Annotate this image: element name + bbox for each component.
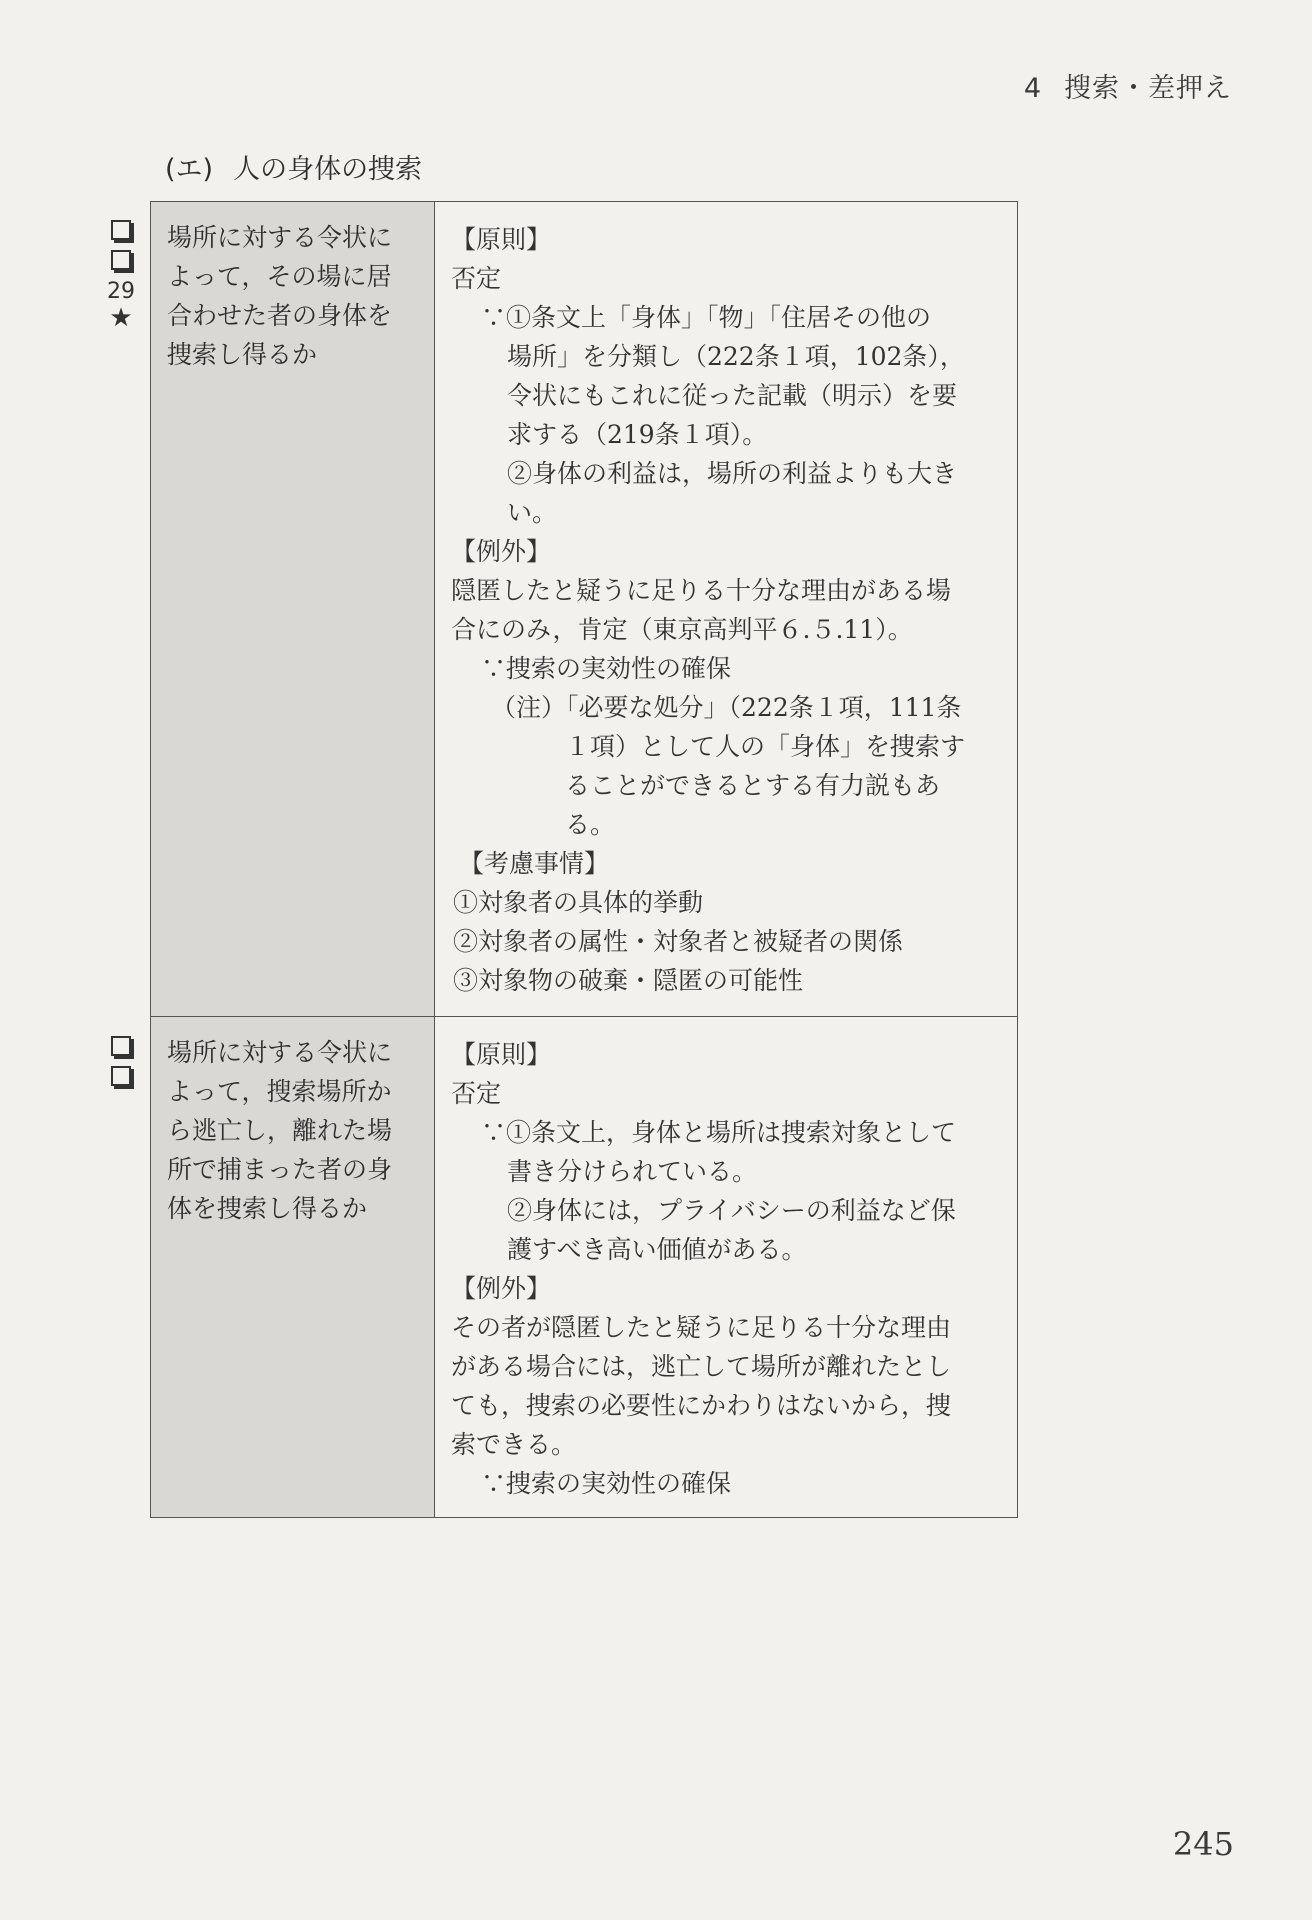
question-line: 体を捜索し得るか: [167, 1194, 368, 1223]
checkbox-icon[interactable]: [111, 1036, 131, 1056]
reason-line: ②身体の利益は，場所の利益よりも大き: [507, 459, 958, 488]
exam-year-label: 29: [107, 279, 135, 304]
checkbox-icon[interactable]: [111, 220, 131, 240]
row2-margin-marks: [104, 1036, 138, 1096]
question-line: 場所に対する令状に: [167, 1038, 393, 1067]
chapter-title: 搜索・差押え: [1064, 73, 1232, 104]
principle-heading: 【原則】: [451, 225, 552, 254]
chapter-number: 4: [1023, 73, 1042, 104]
exception-line: がある場合には，逃亡して場所が離れたとし: [451, 1352, 952, 1381]
qa-table: [150, 201, 1018, 1518]
reason-line: 場所」を分類し（222条１項，102条），: [507, 342, 965, 371]
exception-reason: ∵捜索の実効性の確保: [481, 654, 732, 683]
question-line: よって，搜索場所か: [167, 1077, 392, 1106]
reason-line: ②身体には，プライバシーの利益など保: [507, 1196, 956, 1225]
table-row: [151, 202, 1017, 1016]
section-marker: (エ): [165, 154, 214, 185]
reason-line: 求する（219条１項）。: [507, 420, 768, 449]
exception-line: 索できる。: [451, 1430, 577, 1459]
reason-line: ∵①条文上，身体と場所は捜索対象として: [481, 1118, 957, 1147]
answer-cell: [435, 1017, 1017, 1517]
reason-line: 護すべき高い価値がある。: [507, 1235, 807, 1264]
note-line: （注）「必要な処分」（222条１項，111条: [491, 693, 962, 722]
note-line: １項）として人の「身体」を捜索す: [565, 732, 966, 761]
principle-text: 否定: [451, 1079, 502, 1108]
section-title: [165, 147, 422, 186]
factor-item: ③対象物の破棄・隠匿の可能性: [453, 966, 804, 995]
principle-heading: 【原則】: [451, 1040, 552, 1069]
factors-heading: 【考慮事情】: [459, 849, 610, 878]
question-cell: [151, 1017, 435, 1517]
question-line: 捜索し得るか: [167, 340, 318, 369]
reason-line: 書き分けられている。: [507, 1157, 758, 1186]
exception-line: 隠匿したと疑うに足りる十分な理由がある場: [451, 576, 952, 605]
factor-item: ②対象者の属性・対象者と被疑者の関係: [453, 927, 904, 956]
note-line: ることができるとする有力説もあ: [565, 771, 941, 800]
question-line: ら逃亡し，離れた場: [167, 1116, 393, 1145]
question-line: 所で捕まった者の身: [167, 1155, 393, 1184]
row1-margin-marks: [104, 220, 138, 332]
reason-line: 令状にもこれに従った記載（明示）を要: [507, 381, 958, 410]
note-line: る。: [565, 810, 616, 839]
factor-item: ①対象者の具体的挙動: [453, 888, 704, 917]
exception-heading: 【例外】: [451, 1274, 552, 1303]
answer-cell: [435, 202, 1017, 1016]
exception-reason: ∵捜索の実効性の確保: [481, 1469, 732, 1498]
section-title-text: 人の身体の捜索: [233, 154, 423, 185]
exception-line: ても，捜索の必要性にかわりはないから，捜: [451, 1391, 952, 1420]
table-row: [151, 1016, 1017, 1517]
reason-line: い。: [507, 498, 558, 527]
star-icon: ★: [109, 303, 133, 333]
question-cell: [151, 202, 435, 1016]
principle-text: 否定: [451, 264, 502, 293]
question-line: 場所に対する令状に: [167, 223, 393, 252]
exception-line: 合にのみ，肯定（東京高判平６.５.11）。: [451, 615, 913, 644]
exception-heading: 【例外】: [451, 537, 552, 566]
checkbox-icon[interactable]: [111, 1066, 131, 1086]
checkbox-icon[interactable]: [111, 250, 131, 270]
exception-line: その者が隠匿したと疑うに足りる十分な理由: [451, 1313, 952, 1342]
question-line: よって，その場に居: [167, 262, 392, 291]
question-line: 合わせた者の身体を: [167, 301, 393, 330]
reason-line: ∵①条文上「身体」「物」「住居その他の: [481, 303, 932, 332]
page-number: 245: [1172, 1825, 1234, 1863]
running-header: [1024, 66, 1232, 105]
